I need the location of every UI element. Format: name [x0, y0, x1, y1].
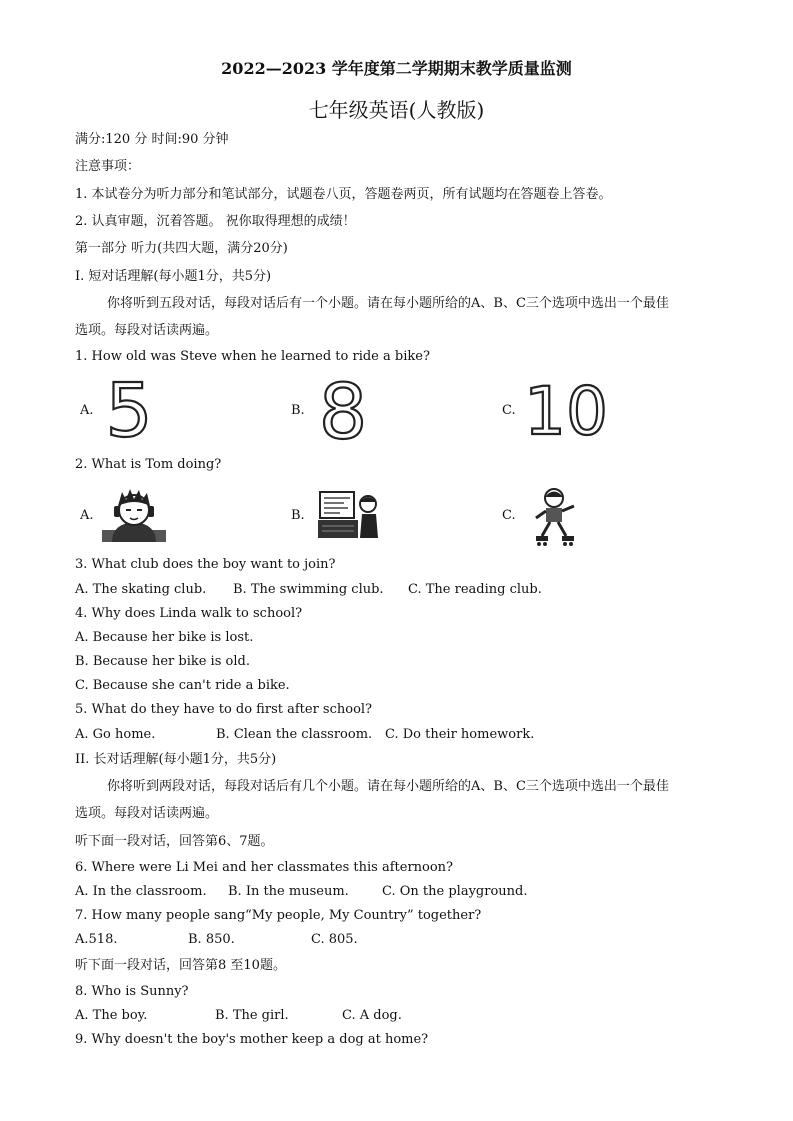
- option-a: A.518.: [75, 932, 118, 947]
- option-c: C. 805.: [311, 932, 358, 947]
- question-1: 1. How old was Steve when he learned to ride a bike?: [75, 349, 430, 364]
- score-time: 满分:120 分 时间:90 分钟: [75, 132, 229, 147]
- section2-instruction: 你将听到两段对话，每段对话后有几个小题。请在每小题所给的A、B、C三个选项中选出一个最佳: [107, 779, 669, 794]
- option-c: C. The reading club.: [408, 582, 542, 597]
- number-8-image: [314, 376, 372, 448]
- question-3: 3. What club does the boy want to join?: [75, 557, 336, 572]
- number-10-image: [524, 378, 608, 444]
- question-7: 7. How many people sang“My people, My Country” together?: [75, 908, 482, 923]
- option-a: A. In the classroom.: [75, 884, 207, 899]
- option-a: A. Go home.: [75, 727, 156, 742]
- question-5: 5. What do they have to do first after school?: [75, 702, 373, 717]
- notice-1: 1. 本试卷分为听力部分和笔试部分，试题卷八页，答题卷两页，所有试题均在答题卷上答卷。: [75, 187, 612, 202]
- option-label-b: B.: [291, 508, 305, 523]
- notice-title: 注意事项：: [75, 159, 141, 174]
- option-b: B. The swimming club.: [233, 582, 384, 597]
- boy-listening-music-image: [102, 486, 166, 546]
- option-b: B. In the museum.: [228, 884, 349, 899]
- exam-subtitle: 七年级英语(人教版): [308, 98, 485, 122]
- section2-heading: II. 长对话理解(每小题1分，共5分): [75, 752, 277, 767]
- notice-2: 2. 认真审题，沉着答题。 祝你取得理想的成绩！: [75, 214, 356, 229]
- dialog1-intro: 听下面一段对话，回答第6、7题。: [75, 834, 274, 849]
- boy-skating-image: [532, 486, 582, 550]
- number-5-image: [103, 376, 155, 446]
- option-a: A. Because her bike is lost.: [75, 630, 254, 645]
- option-label-c: C.: [502, 403, 516, 418]
- dialog2-intro: 听下面一段对话，回答第8 至10题。: [75, 958, 286, 973]
- exam-title: 2022—2023 学年度第二学期期末教学质量监测: [221, 59, 572, 78]
- question-6: 6. Where were Li Mei and her classmates this afternoon?: [75, 860, 454, 875]
- number-5-text: 5: [105, 376, 153, 442]
- option-c: C. Do their homework.: [385, 727, 535, 742]
- option-a: A. The boy.: [75, 1008, 148, 1023]
- boy-computer-image: [318, 490, 380, 542]
- part1-heading: 第一部分 听力(共四大题，满分20分): [75, 241, 288, 256]
- option-b: B. The girl.: [215, 1008, 289, 1023]
- option-label-c: C.: [502, 508, 516, 523]
- number-10-text: 10: [524, 378, 608, 440]
- section1-heading: I. 短对话理解(每小题1分，共5分): [75, 269, 272, 284]
- option-b: B. 850.: [188, 932, 235, 947]
- option-c: C. On the playground.: [382, 884, 528, 899]
- section1-instruction: 你将听到五段对话，每段对话后有一个小题。请在每小题所给的A、B、C三个选项中选出一个最佳: [107, 296, 669, 311]
- option-label-a: A.: [80, 508, 94, 523]
- section1-instruction-cont: 选项。每段对话读两遍。: [75, 323, 219, 338]
- number-8-text: 8: [318, 376, 368, 444]
- option-c: C. Because she can't ride a bike.: [75, 678, 290, 693]
- option-b: B. Clean the classroom.: [216, 727, 373, 742]
- option-label-a: A.: [80, 403, 94, 418]
- question-9: 9. Why doesn't the boy's mother keep a dog at home?: [75, 1032, 429, 1047]
- question-8: 8. Who is Sunny?: [75, 984, 189, 999]
- option-c: C. A dog.: [342, 1008, 402, 1023]
- question-2: 2. What is Tom doing?: [75, 457, 222, 472]
- section2-instruction-cont: 选项。每段对话读两遍。: [75, 806, 219, 821]
- question-4: 4. Why does Linda walk to school?: [75, 606, 303, 621]
- option-a: A. The skating club.: [75, 582, 207, 597]
- option-label-b: B.: [291, 403, 305, 418]
- option-b: B. Because her bike is old.: [75, 654, 250, 669]
